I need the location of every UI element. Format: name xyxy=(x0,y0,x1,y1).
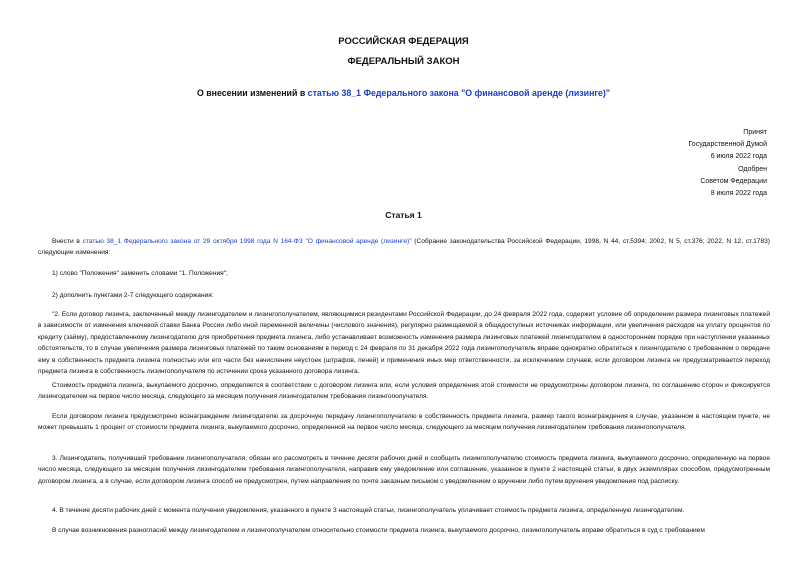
adopted-by: Государственной Думой xyxy=(688,141,767,149)
country-heading: РОССИЙСКАЯ ФЕДЕРАЦИЯ xyxy=(338,36,469,47)
clause-3: 3. Лизингодатель, получивший требование лизингополучателя, обязан его рассмотреть в течение десяти рабочих дней и сообщить лизингополучателю стоимость предмета лизинга, выкупаемого досрочно, определенную на первое число месяца, следующего за месяцем получения лизингодателем требования лизингополучателя, направив ему уведомление или соглашение, указанное в пункте 2 настоящей статьи, в двух экземплярах способом, предусмотренным договором лизинга, а в случае, если договором лизинга способ не предусмотрен, путем направления по почте заказным письмом с уведомлением о вручении либо путем вручения уведомления под расписку. xyxy=(38,455,770,485)
intro-law-link[interactable]: статью 38_1 Федерального закона от 29 октября 1998 года N 164-ФЗ "О финансовой аренде (лизинге)" xyxy=(82,238,412,245)
intro-prefix: Внести в xyxy=(52,238,83,245)
amendment-item-2: 2) дополнить пунктами 2-7 следующего содержания: xyxy=(52,292,214,299)
law-title xyxy=(0,88,807,98)
adopted-label: Принят xyxy=(743,129,767,136)
article-intro xyxy=(38,236,770,259)
approved-by: Советом Федерации xyxy=(700,177,767,185)
clause-2-reward: Если договором лизинга предусмотрено вознаграждение лизингодателю за досрочную передачу лизингополучателю в собственность предмета лизинга, размер такого вознаграждения в случае, указанном в настоящем пункте, не может превышать 1 процент от стоимости предмета лизинга, выкупаемого досрочно, определенной на первое число месяца, следующего за месяцем получения лизингодателем требования лизингополучателя. xyxy=(38,413,770,432)
intro-suffix: (Собрание законодательства Российской Федерации, 1998, N 44, ст.5394; 2002, N 5, ст.376; 2022, N 12, ст.1783) следующие изменения: xyxy=(38,238,771,257)
amendment-item-1: 1) слово "Положения" заменить словами "1. Положения"; xyxy=(52,270,228,277)
clause-4-dispute: В случае возникновения разногласий между лизингодателем и лизингополучателем относительно стоимости предмета лизинга, выкупаемого досрочно, лизингополучатель вправе обратиться в суд с требованием xyxy=(52,527,705,534)
adopted-date: 6 июля 2022 года xyxy=(710,153,767,161)
approved-date: 8 июля 2022 года xyxy=(710,190,767,198)
clause-2: "2. Если договор лизинга, заключенный между лизингодателем и лизингополучателем, являющимися резидентами Российской Федерации, до 24 февраля 2022 года, содержит условие об определении размера лизинговых платежей в зависимости от изменения ключевой ставки Банка России либо иной переменной величины (числового значения), регулярно размещаемой в общедоступных источниках информации, или увеличения расходов на уплату процентов по кредиту (займу), предоставленному лизингодателю для приобретения предмета лизинга, либо устанавливает возможность изменения размера лизинговых платежей лизингодателем в одностороннем порядке при наступлении указанных обстоятельств, то в случае увеличения размера лизинговых платежей по таким основаниям в период с 24 февраля по 31 декабря 2022 года лизингополучатель вправе однократно обратиться к лизингодателю с требованием о передаче ему в собственность предмета лизинга полностью или его части без начисления неустоек (штрафов, пеней) и применения иных мер ответственности, за исключением случаев, если договором лизинга не предусматривается переход предмета лизинга в собственность лизингополучателя по истечении срока указанного договора лизинга. xyxy=(38,311,770,376)
clause-4: 4. В течение десяти рабочих дней с момента получения уведомления, указанного в пункте 3 настоящей статьи, лизингополучатель уплачивает стоимость предмета лизинга, определенную лизингодателем. xyxy=(52,507,685,514)
approved-label: Одобрен xyxy=(738,165,767,173)
law-type-heading: ФЕДЕРАЛЬНЫЙ ЗАКОН xyxy=(347,56,460,67)
article-heading: Статья 1 xyxy=(385,210,422,220)
law-title-link[interactable]: статью 38_1 Федерального закона "О финансовой аренде (лизинге)" xyxy=(307,88,611,98)
clause-2-cost: Стоимость предмета лизинга, выкупаемого досрочно, определяется в соответствии с договором лизинга или, если условия определения этой стоимости не предусмотрены договором лизинга, по соглашению сторон и фиксируется лизингодателем на первое число месяца, следующего за месяцем получения лизингодателем требования лизингополучателя. xyxy=(38,382,770,401)
law-title-prefix: О внесении изменений в xyxy=(196,88,308,98)
adoption-block xyxy=(567,127,767,200)
